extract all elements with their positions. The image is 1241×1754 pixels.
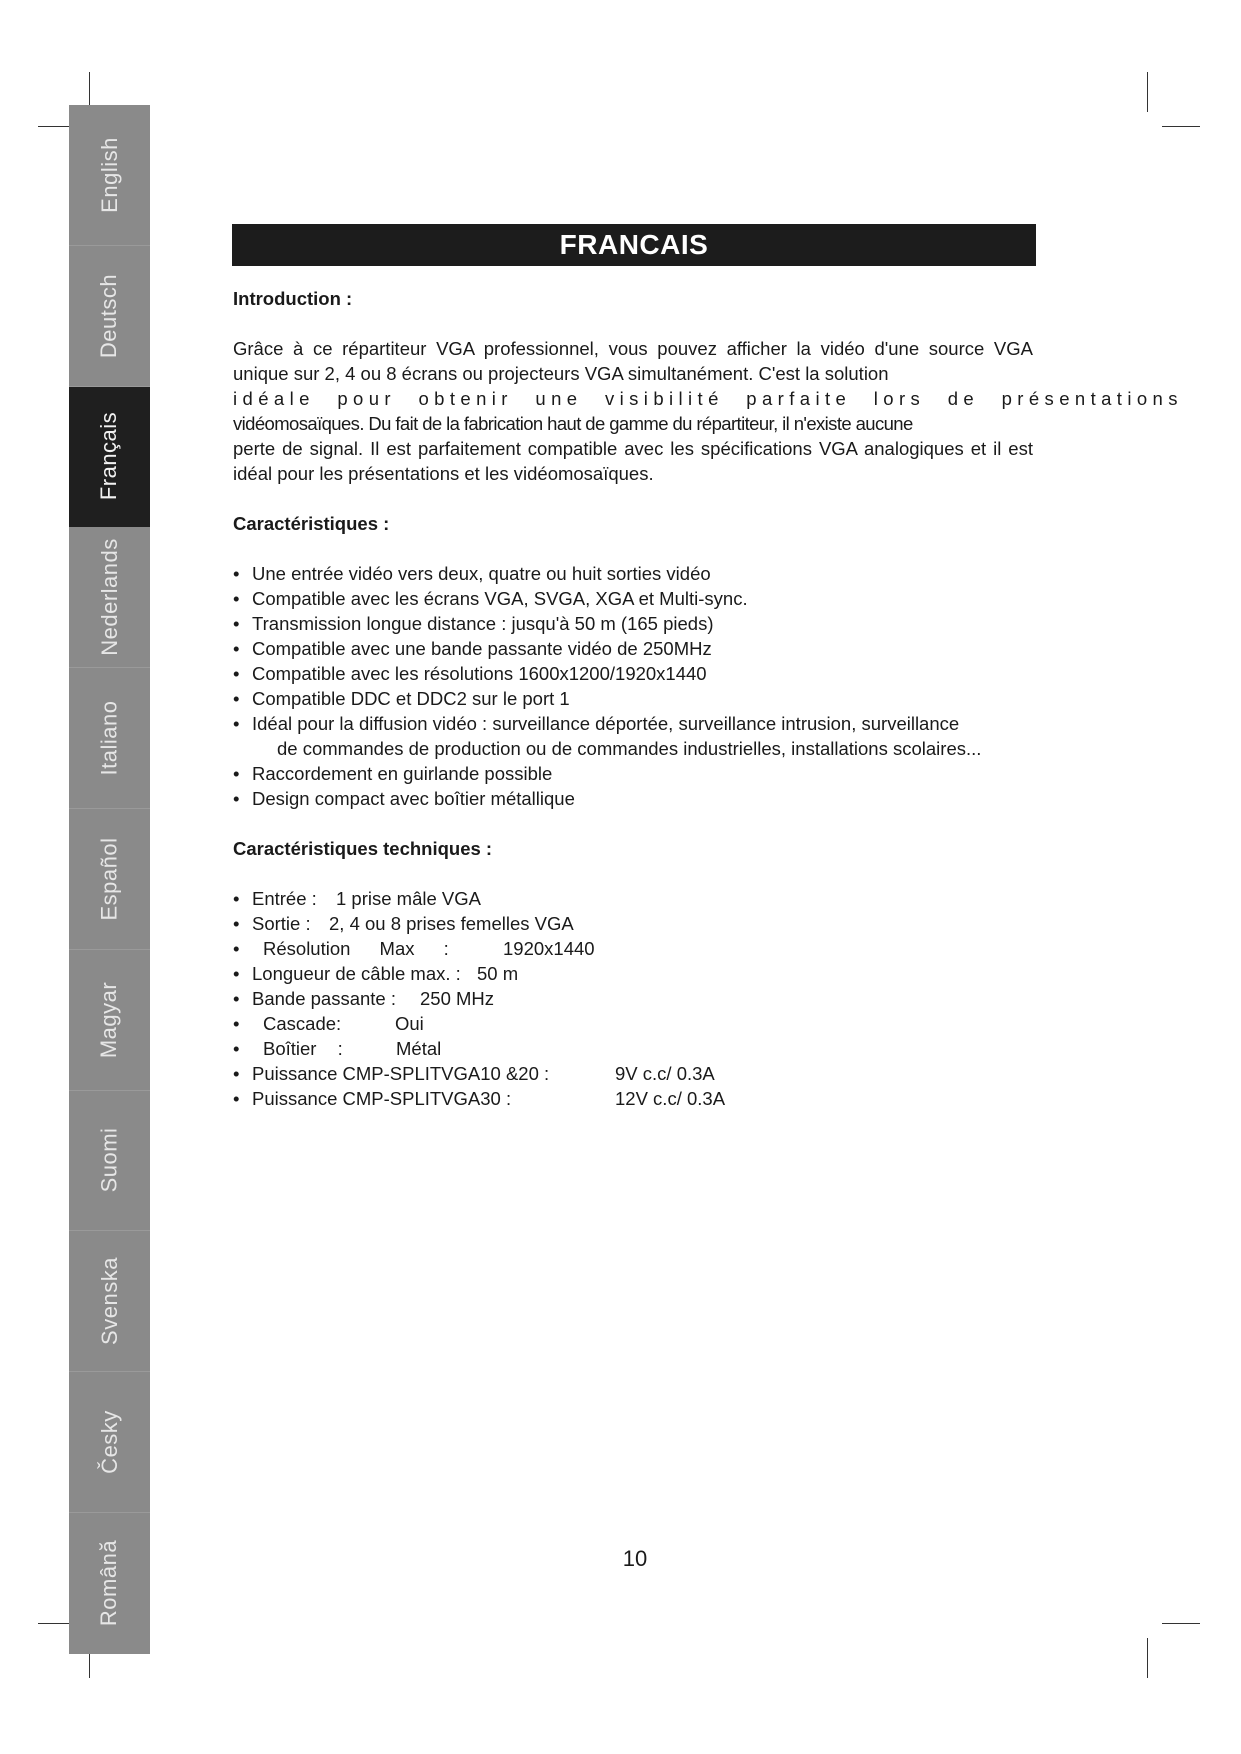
intro-line: Grâce à ce répartiteur VGA professionnel, vous pouvez afficher la vidéo d'une source VGA unique sur 2, 4 ou 8 écrans ou projecteurs VGA simultanément. C'est la solution [233, 338, 1033, 384]
language-tab-label: Svenska [96, 1257, 122, 1346]
language-tab-label: Česky [96, 1410, 122, 1474]
language-tab-francais [69, 387, 150, 528]
spec-label: Sortie : [252, 913, 311, 934]
language-tab-label: English [96, 137, 122, 213]
spec-label: Cascade: [263, 1013, 342, 1034]
spec-row [233, 911, 1033, 936]
page-number: 10 [622, 1546, 648, 1571]
spec-value: 250 MHz [420, 988, 495, 1009]
language-tab-espanol [69, 809, 150, 950]
spec-label: Boîtier : [263, 1038, 343, 1059]
spec-value: 2, 4 ou 8 prises femelles VGA [329, 913, 574, 934]
list-item-text: Idéal pour la diffusion vidéo : surveillance déportée, surveillance intrusion, surveillance [252, 713, 960, 734]
spec-label: Puissance CMP-SPLITVGA30 : [252, 1088, 512, 1109]
language-tab-magyar [69, 950, 150, 1091]
introduction-paragraph [233, 336, 1183, 486]
introduction-heading: Introduction : [233, 288, 353, 309]
intro-line: perte de signal. Il est parfaitement compatible avec les spécifications VGA analogiques et il est idéal pour les présentations et les vidéomosaïques. [233, 438, 1033, 484]
language-tab-label: Deutsch [96, 273, 122, 358]
spec-label: Entrée : [252, 888, 317, 909]
crop-mark [1147, 72, 1148, 112]
spec-row [233, 961, 1033, 986]
spec-value: 1920x1440 [503, 938, 595, 959]
list-item: • Raccordement en guirlande possible [233, 761, 1033, 786]
features-heading: Caractéristiques : [233, 513, 390, 534]
list-item: • Transmission longue distance : jusqu'à 50 m (165 pieds) [233, 611, 1033, 636]
spec-row [233, 936, 1033, 961]
language-tab-label: Magyar [96, 981, 122, 1058]
crop-mark [1147, 1638, 1148, 1678]
spec-label: Bande passante : [252, 988, 396, 1009]
spec-value: 1 prise mâle VGA [336, 888, 481, 909]
spec-row [233, 1036, 1033, 1061]
language-tab-romana [69, 1513, 150, 1654]
specs-heading: Caractéristiques techniques : [233, 838, 493, 859]
list-item: • Compatible DDC et DDC2 sur le port 1 [233, 686, 1033, 711]
specs-list [233, 886, 1033, 1111]
language-tab-label: Română [96, 1540, 122, 1627]
spec-row [233, 1061, 1033, 1086]
spec-row [233, 1011, 1033, 1036]
list-item-continuation: de commandes de production ou de commandes industrielles, installations scolaires... [277, 738, 982, 759]
spec-label: Puissance CMP-SPLITVGA10 &20 : [252, 1063, 550, 1084]
crop-mark [1162, 1623, 1200, 1624]
list-item: • Compatible avec les écrans VGA, SVGA, XGA et Multi-sync. [233, 586, 1033, 611]
language-tab-svenska [69, 1231, 150, 1372]
language-sidebar [69, 105, 150, 1654]
spec-row [233, 886, 1033, 911]
language-tab-label: Français [96, 412, 122, 501]
spec-row [233, 986, 1033, 1011]
spec-value: Oui [395, 1013, 424, 1034]
language-tab-label: Suomi [96, 1128, 122, 1193]
spec-label: Résolution Max : [263, 938, 449, 959]
spec-value: 50 m [477, 963, 519, 984]
language-tab-english [69, 105, 150, 246]
list-item: • Compatible avec les résolutions 1600x1200/1920x1440 [233, 661, 1033, 686]
spec-value: Métal [396, 1038, 442, 1059]
list-item: • Design compact avec boîtier métallique [233, 786, 1033, 811]
language-tab-italiano [69, 668, 150, 809]
spec-value: 9V c.c/ 0.3A [615, 1063, 715, 1084]
spec-value: 12V c.c/ 0.3A [615, 1088, 726, 1109]
crop-mark [1162, 126, 1200, 127]
language-tab-deutsch [69, 246, 150, 387]
page-title: FRANCAIS [232, 224, 1036, 266]
features-list [233, 561, 1033, 811]
list-item: • Compatible avec une bande passante vidéo de 250MHz [233, 636, 1033, 661]
language-tab-label: Italiano [96, 700, 122, 776]
language-tab-label: Nederlands [96, 538, 122, 657]
list-item: • Une entrée vidéo vers deux, quatre ou huit sorties vidéo [233, 561, 1033, 586]
intro-line: vidéomosaïques. Du fait de la fabrication haut de gamme du répartiteur, il n'existe aucune [233, 413, 913, 434]
spec-label: Longueur de câble max. : [252, 963, 461, 984]
intro-line: idéale pour obtenir une visibilité parfaite lors de présentations [233, 388, 1183, 409]
language-tab-suomi [69, 1091, 150, 1232]
language-tab-cesky [69, 1372, 150, 1513]
main-content [233, 286, 1183, 1136]
list-item [233, 711, 1033, 761]
language-tab-nederlands [69, 527, 150, 668]
spec-row [233, 1086, 1033, 1111]
language-tab-label: Español [96, 837, 122, 921]
